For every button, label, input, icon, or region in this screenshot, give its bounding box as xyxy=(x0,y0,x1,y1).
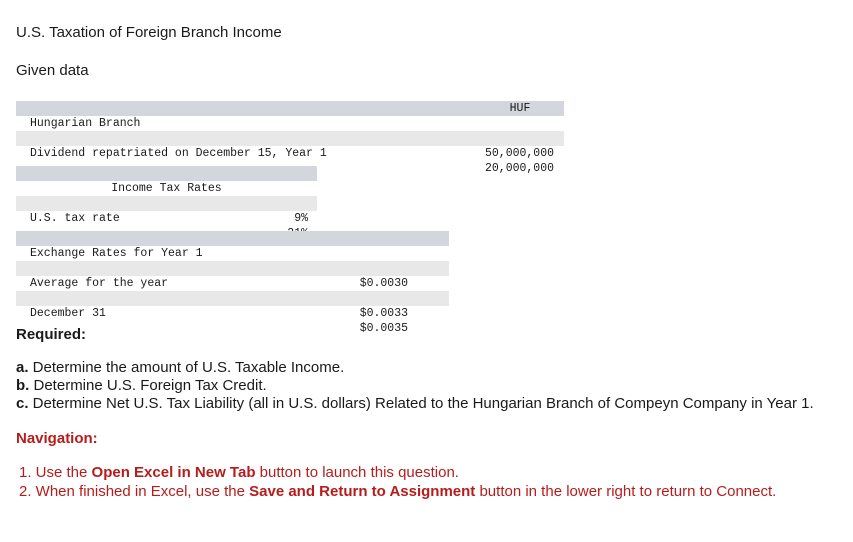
row-label: Dividend repatriated on December 15, Year 1 xyxy=(30,147,327,160)
row-value: $0.0035 xyxy=(359,322,408,335)
row-value: $0.0030 xyxy=(359,277,408,290)
step-suffix: button to launch this question. xyxy=(255,464,459,481)
table-header-row xyxy=(16,231,449,260)
table-header-row xyxy=(16,166,317,195)
table-header: Exchange Rates for Year 1 xyxy=(30,247,203,260)
navigation-step-1 xyxy=(19,463,776,482)
row-label: U.S. tax rate xyxy=(30,212,120,225)
requirement-letter: a. xyxy=(16,359,29,376)
row-value: 50,000,000 xyxy=(484,147,554,160)
row-value: $0.0033 xyxy=(359,307,408,320)
row-label: December 31 xyxy=(30,307,106,320)
navigation-step-2 xyxy=(19,482,776,501)
requirement-text: Determine Net U.S. Tax Liability (all in U.S. dollars) Related to the Hungarian Branch of Compeyn Company in Year 1. xyxy=(28,395,814,412)
requirement-text: Determine U.S. Foreign Tax Credit. xyxy=(29,377,267,394)
navigation-heading: Navigation: xyxy=(16,430,98,447)
requirement-text: Determine the amount of U.S. Taxable Income. xyxy=(28,359,345,376)
navigation-steps xyxy=(19,463,776,501)
row-label: Average for the year xyxy=(30,277,169,290)
table-row xyxy=(16,196,317,225)
required-heading: Required: xyxy=(16,326,87,343)
page-title: U.S. Taxation of Foreign Branch Income xyxy=(16,24,282,41)
save-return-reference: Save and Return to Assignment xyxy=(249,483,476,500)
row-value: 20,000,000 xyxy=(484,162,554,175)
requirement-letter: b. xyxy=(16,377,30,394)
required-list xyxy=(16,359,814,413)
requirement-a xyxy=(16,359,814,377)
requirement-c xyxy=(16,395,814,413)
step-prefix: 1. Use the xyxy=(19,464,92,481)
tax-rates-table xyxy=(16,166,317,225)
section-subtitle: Given data xyxy=(16,62,89,79)
requirement-b xyxy=(16,377,814,395)
step-suffix: button in the lower right to return to Connect. xyxy=(475,483,777,500)
row-value: 9% xyxy=(294,212,308,225)
branch-currency-header xyxy=(476,101,564,116)
requirement-letter: c. xyxy=(16,395,29,412)
row-label: Hungarian Branch xyxy=(30,117,141,130)
step-prefix: 2. When finished in Excel, use the xyxy=(19,483,250,500)
open-excel-reference: Open Excel in New Tab xyxy=(91,464,256,481)
currency-label: HUF xyxy=(476,101,564,116)
table-header: Income Tax Rates xyxy=(111,182,222,195)
